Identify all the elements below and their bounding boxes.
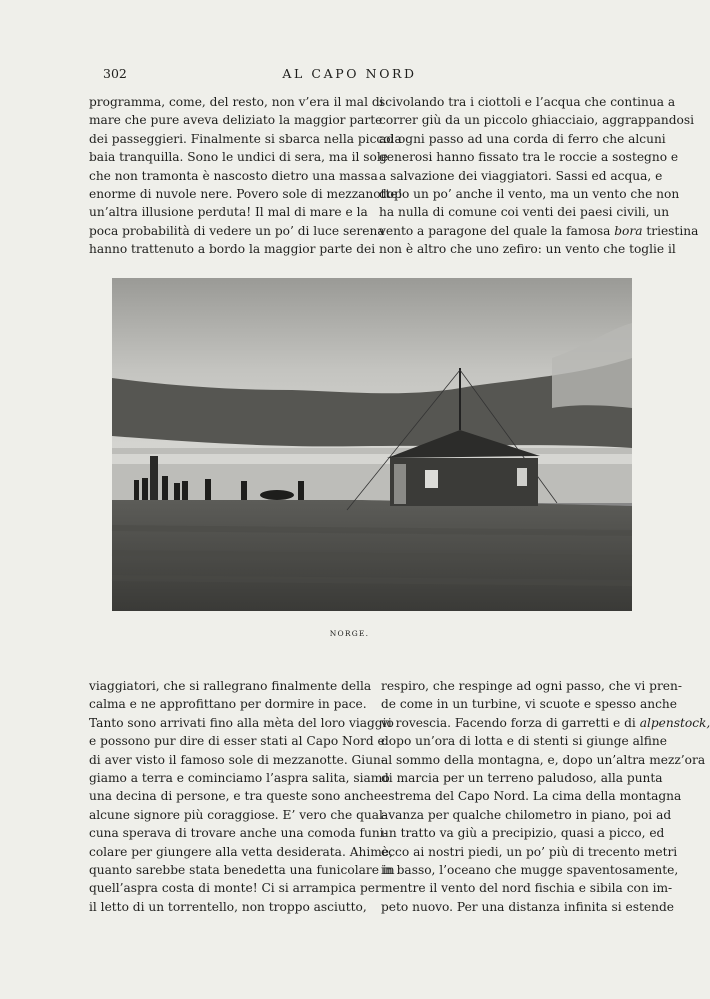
text-line: de come in un turbine, vi scuote e spesso anche [381, 697, 677, 712]
text-run: vento a paragone del quale la famosa [379, 223, 615, 238]
text-line: scivolando tra i ciottoli e l’acqua che continua a [379, 95, 676, 109]
page-header [0, 66, 699, 84]
text-line: che non tramonta è nascosto dietro una massa [89, 168, 378, 183]
italic-term: alpenstock, [639, 715, 710, 730]
text-line: a salvazione dei viaggiatori. Sassi ed acqua, e [379, 168, 663, 183]
page-number: 302 [103, 66, 127, 81]
text-line: il letto di un torrentello, non troppo asciutto, [89, 899, 367, 914]
text-line: dopo un’ora di lotta e di stenti si giunge alfine [381, 734, 667, 749]
text-line: hanno trattenuto a bordo la maggior parte dei [89, 242, 376, 257]
text-line: programma, come, del resto, non v’era il mal di [89, 95, 384, 109]
text-line: una decina di persone, e tra queste sono anche [89, 789, 382, 804]
text-line: giamo a terra e cominciamo l’aspra salita, siamo [89, 770, 390, 785]
text-run: triestina [642, 223, 699, 238]
text-line: di aver visto il famoso sole di mezzanotte. Giun- [89, 752, 386, 767]
text-line: viaggiatori, che si rallegrano finalmente della [89, 679, 372, 693]
text-run: vi rovescia. Facendo forza di garretti e di [381, 715, 640, 730]
text-line: generosi hanno fissato tra le roccie a sostegno e [379, 150, 679, 165]
text-line: mentre il vento del nord fischia e sibila con im- [381, 881, 673, 896]
text-line: Tanto sono arrivati fino alla mèta del loro viaggio [89, 715, 394, 730]
hut-wall [390, 458, 538, 506]
photo-illustration [112, 278, 632, 611]
text-column-bottom-left [89, 677, 395, 916]
text-line: dei passeggieri. Finalmente si sbarca nella piccola [89, 131, 402, 146]
text-line: e possono pur dire di esser stati al Capo Nord e [89, 734, 385, 749]
text-line: avanza per qualche chilometro in piano, poi ad [381, 807, 672, 822]
text-line: un’altra illusione perduta! Il mal di mare e la [89, 205, 368, 220]
text-line: cuna sperava di trovare anche una comoda funi- [89, 826, 388, 841]
photo-caption: NORGE. [329, 629, 370, 638]
text-line: estrema del Capo Nord. La cima della montagna [381, 789, 682, 804]
text-line: non è altro che uno zefiro: un vento che toglie il [379, 242, 676, 257]
text-column-top-right [379, 93, 699, 259]
text-line: colare per giungere alla vetta desiderata. Ahimè, [89, 844, 393, 859]
text-line: un tratto va giù a precipizio, quasi a picco, ed [381, 826, 665, 841]
text-line: alcune signore più coraggiose. E’ vero che qual- [89, 807, 388, 822]
monument [150, 456, 158, 500]
text-line: quanto sarebbe stata benedetta una funicolare in [89, 862, 395, 877]
sea-glare [112, 454, 632, 464]
text-line: mare che pure aveva deliziato la maggior parte [89, 113, 383, 128]
text-line: calma e ne approfittano per dormire in pace. [89, 697, 367, 712]
text-line [381, 714, 710, 732]
text-line [379, 222, 699, 240]
text-line: di marcia per un terreno paludoso, alla punta [381, 770, 663, 785]
text-line: dopo un po’ anche il vento, ma un vento che non [379, 186, 680, 201]
text-column-bottom-right [381, 677, 710, 916]
text-line: ad ogni passo ad una corda di ferro che alcuni [379, 131, 666, 146]
text-line: al sommo della montagna, e, dopo un’altra mezz’ora [381, 752, 706, 767]
italic-term: bora [614, 223, 643, 238]
hut-window [517, 468, 527, 486]
text-line: correr giù da un piccolo ghiacciaio, aggrappandosi [379, 113, 695, 128]
text-line: ha nulla di comune coi venti dei paesi civili, un [379, 205, 670, 220]
photograph-norge [112, 278, 632, 611]
text-line: quell’aspra costa di monte! Ci si arrampica per [89, 881, 381, 896]
text-line: ecco ai nostri piedi, un po’ più di trecento metri [381, 844, 678, 859]
text-line: respiro, che respinge ad ogni passo, che vi pren- [381, 679, 682, 693]
text-line: poca probabilità di vedere un po’ di luce serena [89, 223, 385, 238]
text-column-top-left [89, 93, 403, 259]
text-line: in basso, l’oceano che mugge spaventosamente, [381, 862, 679, 877]
running-title: AL CAPO NORD [282, 66, 417, 81]
text-line: baia tranquilla. Sono le undici di sera, ma il sole [89, 150, 388, 165]
text-line: peto nuovo. Per una distanza infinita si estende [381, 899, 674, 914]
hut-window [425, 470, 438, 488]
hut-door [394, 464, 406, 504]
text-line: enorme di nuvole nere. Povero sole di mezzanotte! [89, 186, 403, 201]
